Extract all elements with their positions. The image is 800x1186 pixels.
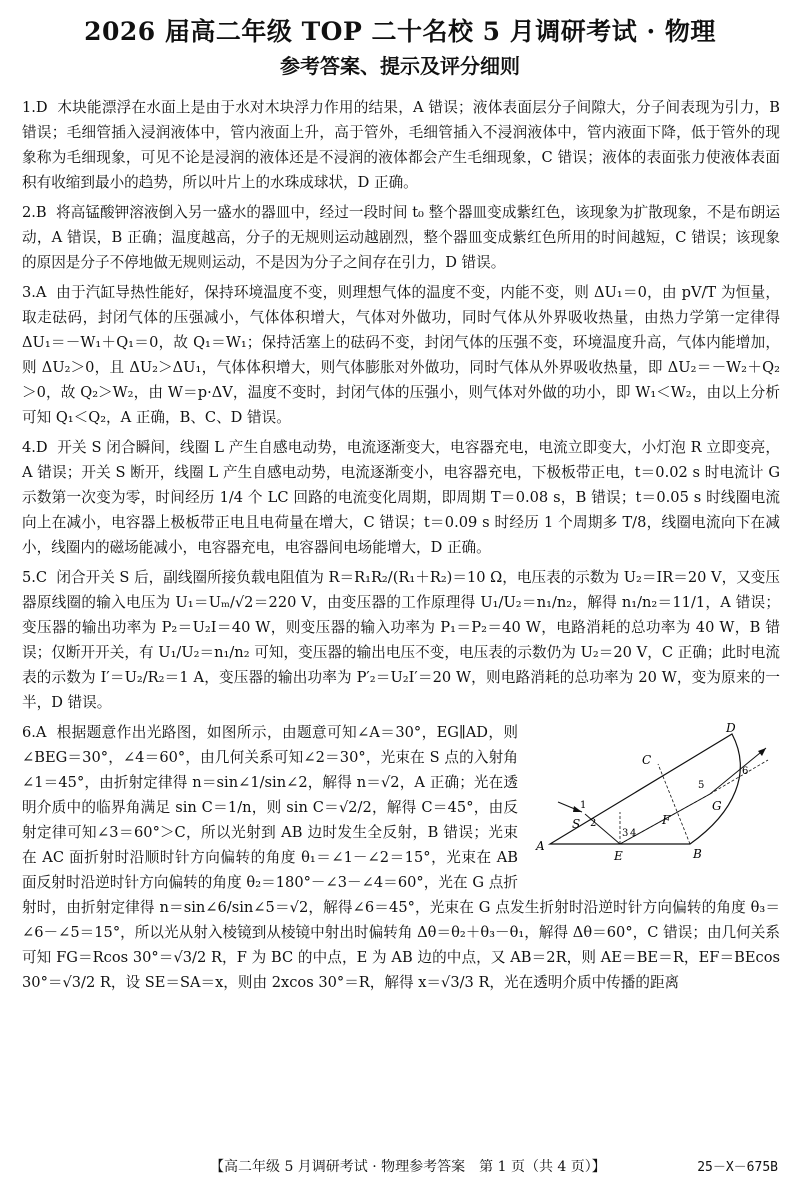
answer-text: 开关 S 闭合瞬间，线圈 L 产生自感电动势，电流逐渐变大，电容器充电，电流立即变大，小灯泡 R 立即变亮，A 错误；开关 S 断开，线圈 L 产生自感电动势，电流逐渐变小，电容器充电，下极板带正电，t＝0.02 s 时电流计 G 示数第一次变为零，时间经历 1/4 个 LC 回路的电流变化周期，即周期 T＝0.08 s，B 错误；t＝0.05 s 时线圈电流向上在减小，电容器上极板带正电且电荷量在增大，C 错误；t＝0.09 s 时经历 1 个周期多 T/8，线圈电流向下在减小，线圈内的磁场能减小，电容器充电，电容器间电场能增大，D 正确。	[22, 439, 781, 556]
emergent-ray	[710, 748, 766, 794]
angle-label-2: 2	[590, 818, 597, 829]
answer-item-2	[20, 200, 780, 275]
label-c: C	[642, 753, 652, 767]
page-subtitle: 参考答案、提示及评分细则	[280, 54, 520, 78]
answer-item-6	[20, 720, 780, 995]
answer-text: 根据题意作出光路图，如图所示，由题意可知∠A＝30°，EG∥AD，则∠BEG＝30°，∠4＝60°，由几何关系可知∠2＝30°，光束在 S 点的入射角∠1＝45°，由折射定律得 n＝sin∠1/sin∠2，解得 n＝√2，A 正确；光在透明介质中的临界角满足 sin C＝1/n，则 sin C＝√2/2，解得 C＝45°，由反射定律可知∠3＝60°＞C，所以光射到 AB 边时发生全反射，B 错误；光束在 AC 面折射时沿顺时针方向偏转的角度 θ₁＝∠1－∠2＝15°，光束在 AB 面反射时沿逆时针方向偏转的角度 θ₂＝180°－∠3－∠4＝60°，光在 G 点折射时，由折射定律得 n＝sin∠6/sin∠5＝√2，解得∠6＝45°，光束在 G 点发生折射时沿逆时针方向偏转的角度 θ₃＝∠6－∠5＝15°，所以光从射入棱镜到从棱镜中射出时偏转角 Δθ＝θ₂＋θ₃－θ₁，解得 Δθ＝60°，C 错误；由几何关系可知 FG＝Rcos 30°＝√3/2 R，F 为 BC 的中点，E 为 AB 边的中点，又 AB＝2R，则 AE＝BE＝R，EF＝BEcos 30°＝√3/2 R，设 SE＝SA＝x，则由 2xcos 30°＝R，解得 x＝√3/3 R，光在透明介质中传播的距离	[22, 724, 780, 991]
label-e: E	[614, 849, 623, 863]
answer-number: 3.A	[22, 284, 47, 301]
page-footer	[0, 1152, 800, 1178]
page-title: 2026 届高二年级 TOP 二十名校 5 月调研考试 · 物理	[84, 17, 716, 46]
footer-page-info: 【高二年级 5 月调研考试 · 物理参考答案 第 1 页（共 4 页）】	[210, 1159, 606, 1175]
answer-number: 2.B	[22, 204, 47, 221]
angle-label-4: 4	[630, 828, 637, 839]
answer-item-5	[20, 565, 780, 715]
angle-label-3: 3	[622, 828, 629, 839]
label-b: B	[693, 847, 702, 861]
label-a: A	[536, 839, 545, 853]
label-d: D	[726, 721, 736, 735]
answer-list	[20, 95, 780, 1000]
answer-item-4	[20, 435, 780, 560]
answer-item-3	[20, 280, 780, 430]
answer-number: 1.D	[22, 99, 48, 116]
prism-diagram	[530, 720, 780, 870]
emergent-arrow-icon	[758, 748, 766, 756]
answer-text: 将高锰酸钾溶液倒入另一盛水的器皿中，经过一段时间 t₀ 整个器皿变成紫红色，该现象为扩散现象，不是布朗运动，A 错误，B 正确；温度越高，分子的无规则运动越剧烈，整个器皿变成紫红色所用的时间越短，C 错误；该现象的原因是分子不停地做无规则运动，不是因为分子之间存在引力，D 错误。	[22, 204, 781, 271]
prism-light-path-figure	[530, 720, 780, 870]
answer-text: 木块能漂浮在水面上是由于水对木块浮力作用的结果，A 错误；液体表面层分子间隙大，分子间表现为引力，B 错误；毛细管插入浸润液体中，管内液面上升，高于管外，毛细管插入不浸润液体中，管内液面下降，低于管外的现象称为毛细现象，可见不论是浸润的液体还是不浸润的液体都会产生毛细现象，C 错误；液体的表面张力使液体表面积有收缩到最小的趋势，所以叶片上的水珠成球状，D 正确。	[22, 99, 780, 191]
angle-label-6: 6	[742, 766, 749, 777]
footer-code: 25－X－675B	[697, 1160, 778, 1175]
label-g: G	[712, 799, 722, 813]
angle-label-1: 1	[580, 800, 587, 811]
answer-text: 闭合开关 S 后，副线圈所接负载电阻值为 R＝R₁R₂/(R₁＋R₂)＝10 Ω，电压表的示数为 U₂＝IR＝20 V，又变压器原线圈的输入电压为 U₁＝Uₘ/√2＝220 V，由变压器的工作原理得 U₁/U₂＝n₁/n₂，解得 n₁/n₂＝11/1，A 错误；变压器的输出功率为 P₂＝U₂I＝40 W，则变压器的输入功率为 P₁＝P₂＝40 W，电路消耗的总功率为 40 W，B 错误；仅断开开关，有 U₁/U₂＝n₁/n₂ 可知，变压器的输出电压不变，电压表的示数仍为 U₂＝20 V，C 正确；此时电流表的示数为 I′＝U₂/R₂＝1 A，变压器的输出功率为 P′₂＝U₂I′＝20 W，则电路消耗的总功率为 20 W，变为原来的一半，D 错误。	[22, 569, 780, 711]
label-s: S	[572, 817, 581, 831]
answer-number: 6.A	[22, 724, 47, 741]
answer-text: 由于汽缸导热性能好，保持环境温度不变，则理想气体的温度不变，内能不变，则 ΔU₁＝0，由 pV/T 为恒量，取走砝码，封闭气体的压强减小，气体体积增大，气体对外做功，同时气体从外界吸收热量，由热力学第一定律得 ΔU₁＝－W₁＋Q₁＝0，故 Q₁＝W₁；保持活塞上的砝码不变，封闭气体的压强不变，环境温度升高，气体内能增加，则 ΔU₂＞0，且 ΔU₂＞ΔU₁，气体体积增大，则气体膨胀对外做功，同时气体从外界吸收热量，即 ΔU₂＝－W₂＋Q₂＞0，故 Q₂＞W₂，由 W＝p·ΔV，温度不变时，封闭气体的压强小，则气体对外做的功小，即 W₁＜W₂，由以上分析可知 Q₁＜Q₂，A 正确，B、C、D 错误。	[22, 284, 780, 426]
answer-number: 5.C	[22, 569, 48, 586]
answer-number: 4.D	[22, 439, 48, 456]
angle-label-5: 5	[698, 780, 705, 791]
answer-item-1	[20, 95, 780, 195]
label-f: F	[662, 813, 671, 827]
